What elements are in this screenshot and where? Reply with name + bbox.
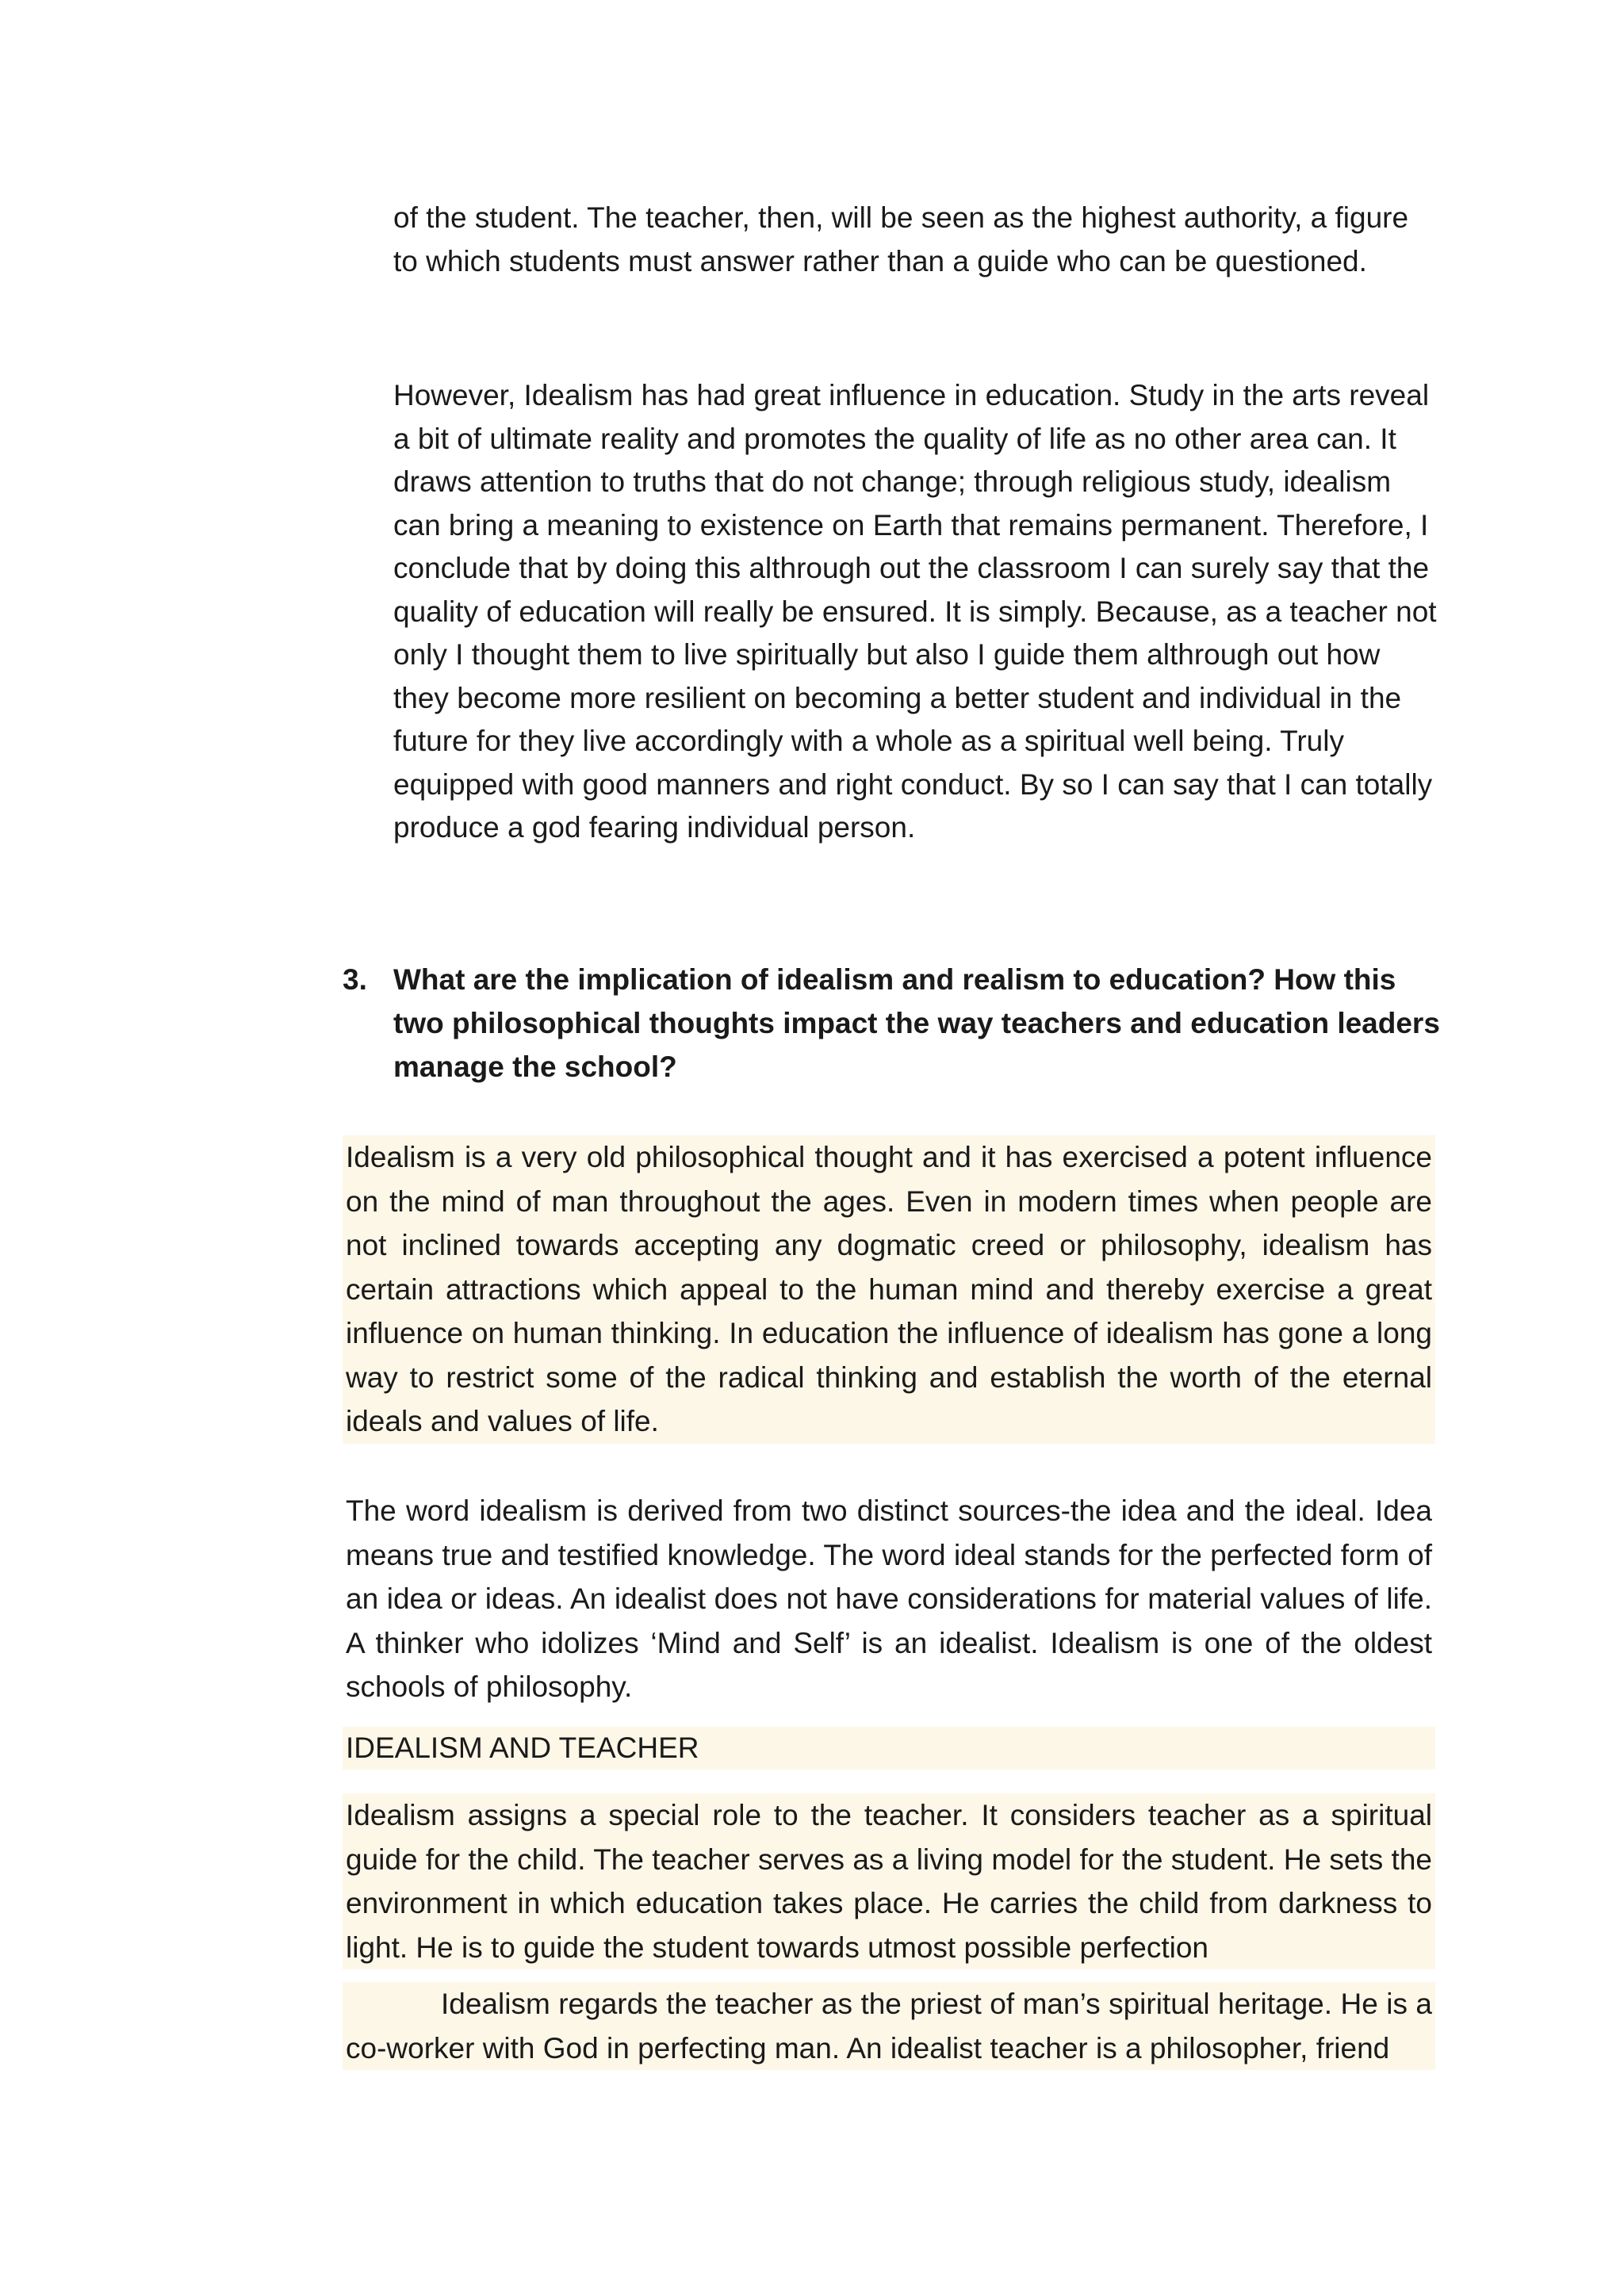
question-text: What are the implication of idealism and realism to education? How this two philosophical thoughts impact the way teachers and education leaders manage the school? [393,963,1440,1083]
paragraph-priest [343,1982,1435,2070]
question-3 [343,958,1453,1089]
question-number: 3. [343,963,367,996]
paragraph-teacher-role: Idealism assigns a special role to the teacher. It considers teacher as a spiritual guide for the child. The teacher serves as a living model for the student. He sets the environment in which education takes place. He carries the child from darkness to light. He is to guide the student towards utmost possible perfection [343,1793,1435,1969]
idealism-influence-paragraph [393,374,1440,850]
intro-paragraph-text: of the student. The teacher, then, will be seen as the highest authority, a figure to which students must answer rather than a guide who can be questioned. [393,201,1409,277]
paragraph-word-idealism: The word idealism is derived from two distinct sources-the idea and the ideal. Idea means true and testified knowledge. The word ideal stands for the perfected form of an idea or ideas. An idealist does not have considerations for material values of life. A thinker who idolizes ‘Mind and Self’ is an idealist. Idealism is one of the oldest schools of philosophy. [346,1494,1432,1703]
paragraph-old-thought: Idealism is a very old philosophical thought and it has exercised a potent influence on the mind of man throughout the ages. Even in modern times when people are not inclined towards accepting any dogmatic creed or philosophy, idealism has certain attractions which appeal to the human mind and thereby exercise a great influence on human thinking. In education the influence of idealism has gone a long way to restrict some of the radical thinking and establish the worth of the eternal ideals and values of life. [343,1135,1435,1444]
paragraph-priest-text: Idealism regards the teacher as the priest of man’s spiritual heritage. He is a co-worker with God in perfecting man. An idealist teacher is a philosopher, friend [346,1988,1432,2064]
idealism-influence-paragraph-text: However, Idealism has had great influence in education. Study in the arts reveal a bit of ultimate reality and promotes the quality of life as no other area can. It draws attention to truths that do not change; through religious study, idealism can bring a meaning to existence on Earth that remains permanent. Therefore, I conclude that by doing this althrough out the classroom I can surely say that the quality of education will really be ensured. It is simply. Because, as a teacher not only I thought them to live spiritually but also I guide them althrough out how they become more resilient on becoming a better student and individual in the future for they live accordingly with a whole as a spiritual well being. Truly equipped with good manners and right conduct. By so I can say that I can totally produce a god fearing individual person. [393,379,1437,844]
intro-paragraph [393,197,1440,283]
section-heading: IDEALISM AND TEACHER [343,1727,1435,1770]
